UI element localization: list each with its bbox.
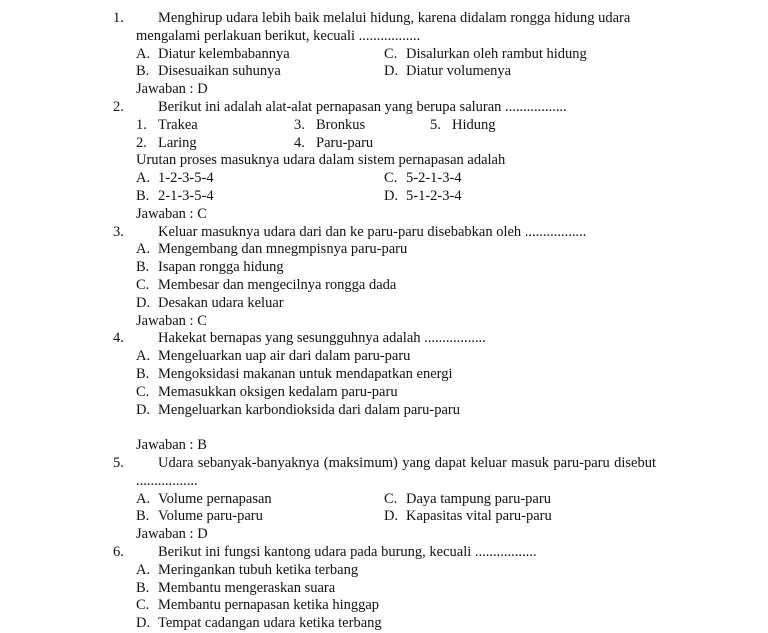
option-c: C. Memasukkan oksigen kedalam paru-paru xyxy=(136,383,398,400)
option-a: A. 1-2-3-5-4 xyxy=(136,170,214,187)
option-c: C. Daya tampung paru-paru xyxy=(384,490,551,507)
question-3 xyxy=(0,224,768,331)
question-6 xyxy=(0,544,768,633)
list-item-2: 2. Laring xyxy=(136,134,197,151)
answer-key: Jawaban : D xyxy=(136,526,208,543)
option-b: B. Volume paru-paru xyxy=(136,508,263,525)
question-text: Udara sebanyak-banyaknya (maksimum) yang dapat keluar masuk paru-paru disebut ................. xyxy=(136,454,656,489)
list-item-1: 1. Trakea xyxy=(136,116,198,133)
option-b: B. Membantu mengeraskan suara xyxy=(136,579,336,596)
answer-key: Jawaban : C xyxy=(136,205,207,222)
question-number: 1. xyxy=(113,10,124,26)
option-a: A. Diatur kelembabannya xyxy=(136,45,290,62)
list-item-5: 5. Hidung xyxy=(430,116,496,133)
option-d: D. Diatur volumenya xyxy=(384,63,512,80)
answer-key: Jawaban : D xyxy=(136,81,208,98)
option-b: B. Mengoksidasi makanan untuk mendapatkan energi xyxy=(136,365,453,382)
list-item-4: 4. Paru-paru xyxy=(294,134,374,151)
quiz-document xyxy=(0,10,768,633)
option-d: D. Desakan udara keluar xyxy=(136,294,284,311)
answer-key: Jawaban : C xyxy=(136,312,207,329)
question-4 xyxy=(0,330,768,455)
option-d: D. Kapasitas vital paru-paru xyxy=(384,508,552,525)
question-number: 2. xyxy=(113,98,124,115)
answer-key: Jawaban : B xyxy=(136,437,207,454)
question-5 xyxy=(0,455,768,544)
option-c: C. Disalurkan oleh rambut hidung xyxy=(384,45,587,62)
question-text: Berikut ini adalah alat-alat pernapasan yang berupa saluran ................. xyxy=(158,98,567,115)
question-2 xyxy=(0,99,768,224)
question-subtext: Urutan proses masuknya udara dalam sistem pernapasan adalah xyxy=(136,152,506,169)
option-c: C. 5-2-1-3-4 xyxy=(384,170,462,187)
option-b: B. Disesuaikan suhunya xyxy=(136,63,281,80)
question-text: Hakekat bernapas yang sesungguhnya adalah ................. xyxy=(158,330,486,347)
option-a: A. Volume pernapasan xyxy=(136,490,272,507)
question-number: 5. xyxy=(113,454,124,471)
option-b: B. Isapan rongga hidung xyxy=(136,259,284,276)
option-d: D. 5-1-2-3-4 xyxy=(384,187,462,204)
question-number: 6. xyxy=(113,543,124,560)
option-c: C. Membesar dan mengecilnya rongga dada xyxy=(136,276,397,293)
blank-line xyxy=(0,419,768,437)
option-d: D. Tempat cadangan udara ketika terbang xyxy=(136,615,382,632)
question-number: 4. xyxy=(113,330,124,347)
option-d: D. Mengeluarkan karbondioksida dari dalam paru-paru xyxy=(136,401,460,418)
list-item-3: 3. Bronkus xyxy=(294,116,366,133)
option-a: A. Mengembang dan mnegmpisnya paru-paru xyxy=(136,241,408,258)
option-a: A. Mengeluarkan uap air dari dalam paru-paru xyxy=(136,348,411,365)
option-b: B. 2-1-3-5-4 xyxy=(136,187,214,204)
question-1 xyxy=(0,10,768,99)
option-c: C. Membantu pernapasan ketika hinggap xyxy=(136,597,380,614)
question-text: Berikut ini fungsi kantong udara pada burung, kecuali ................. xyxy=(158,543,537,560)
question-text: Menghirup udara lebih baik melalui hidung, karena didalam rongga hidung udara mengalami perlakuan berikut, kecuali ................. xyxy=(136,10,631,44)
question-text: Keluar masuknya udara dari dan ke paru-paru disebabkan oleh ................. xyxy=(158,223,587,240)
option-a: A. Meringankan tubuh ketika terbang xyxy=(136,561,359,578)
question-number: 3. xyxy=(113,223,124,240)
